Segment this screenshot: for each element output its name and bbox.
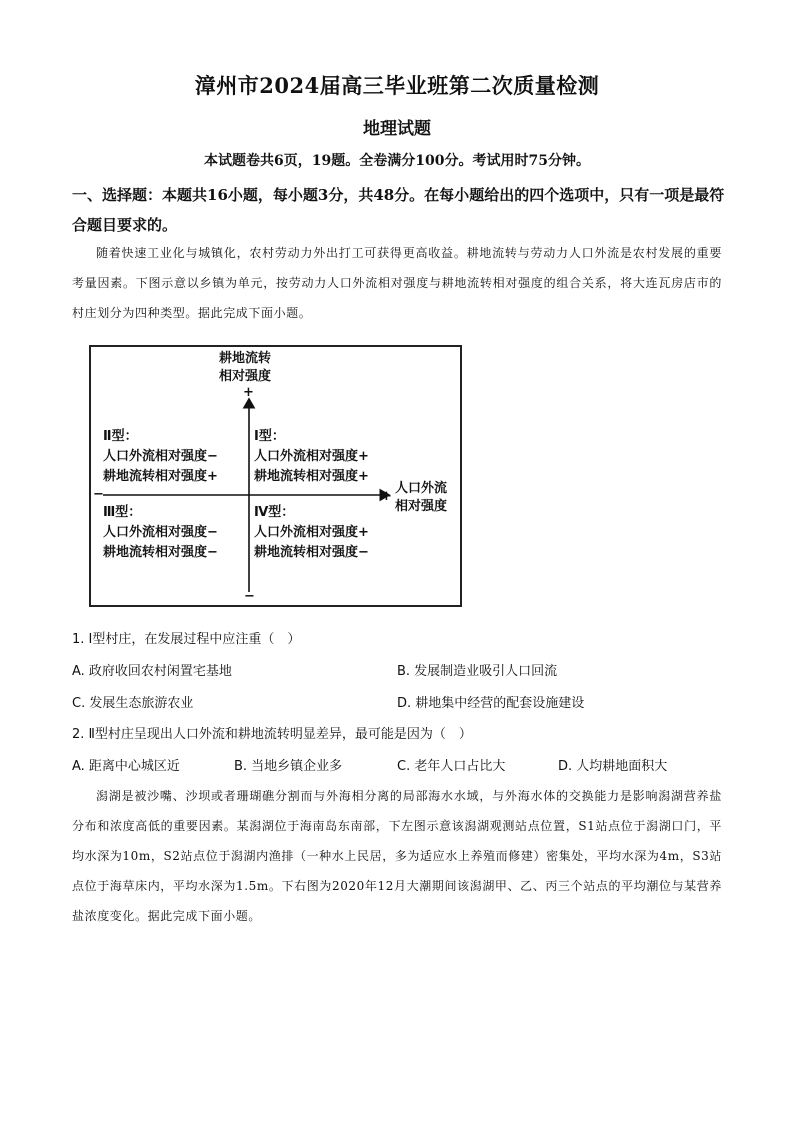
quadrant-type-2 — [103, 427, 218, 487]
quadrant-type-4 — [254, 503, 369, 563]
passage-1: 随着快速工业化与城镇化，农村劳动力外出打工可获得更高收益。耕地流转与劳动力人口外流是农村发展的重要考量因素。下图示意以乡镇为单元，按劳动力人口外流相对强度与耕地流转相对强度的组合关系，将大连瓦房店市的村庄划分为四种类型。据此完成下面小题。 — [72, 246, 722, 320]
x-axis-label-line2: 相对强度 — [395, 499, 448, 514]
subject-title: 地理试题 — [363, 119, 431, 139]
y-axis-label-line2: 相对强度 — [219, 369, 272, 384]
y-plus-sign: + — [243, 385, 254, 400]
question-1-option-a[interactable]: A. 政府收回农村闲置宅基地 — [72, 664, 232, 679]
exam-title: 漳州市2024届高三毕业班第二次质量检测 — [194, 73, 600, 98]
quadrant-type-1-line2: 耕地流转相对强度+ — [254, 469, 369, 484]
question-2-option-d[interactable]: D. 人均耕地面积大 — [558, 759, 668, 774]
quadrant-type-4-line1: 人口外流相对强度+ — [254, 525, 369, 540]
question-2-option-a[interactable]: A. 距离中心城区近 — [72, 759, 180, 774]
y-minus-sign: − — [244, 589, 255, 604]
x-plus-sign: + — [381, 489, 392, 504]
quadrant-type-3 — [103, 503, 218, 563]
quadrant-type-4-line2: 耕地流转相对强度− — [254, 545, 369, 560]
quadrant-type-1 — [254, 427, 369, 487]
x-minus-sign: − — [93, 487, 104, 502]
section-heading: 一、选择题：本题共16小题，每小题3分，共48分。在每小题给出的四个选项中，只有一项是最符合题目要求的。 — [72, 186, 725, 234]
question-1-option-d[interactable]: D. 耕地集中经营的配套设施建设 — [397, 696, 585, 711]
y-axis-label-line1: 耕地流转 — [219, 351, 272, 366]
quadrant-type-3-line2: 耕地流转相对强度− — [103, 545, 218, 560]
question-1-option-c[interactable]: C. 发展生态旅游农业 — [72, 696, 194, 711]
quadrant-type-2-line2: 耕地流转相对强度+ — [103, 469, 218, 484]
quadrant-type-2-line1: 人口外流相对强度− — [103, 449, 218, 464]
quadrant-diagram — [89, 345, 462, 607]
quadrant-type-4-label: Ⅳ型： — [254, 505, 295, 520]
quadrant-type-3-label: Ⅲ型： — [103, 505, 142, 520]
quadrant-type-1-line1: 人口外流相对强度+ — [254, 449, 369, 464]
question-2-stem: 2. Ⅱ型村庄呈现出人口外流和耕地流转明显差异，最可能是因为（ ） — [72, 727, 472, 742]
question-1-stem: 1. Ⅰ型村庄，在发展过程中应注重（ ） — [72, 632, 301, 647]
question-2-option-b[interactable]: B. 当地乡镇企业多 — [234, 759, 343, 774]
question-2-option-c[interactable]: C. 老年人口占比大 — [397, 759, 506, 774]
question-1-option-b[interactable]: B. 发展制造业吸引人口回流 — [397, 664, 558, 679]
quadrant-type-3-line1: 人口外流相对强度− — [103, 525, 218, 540]
x-axis-label-line1: 人口外流 — [395, 481, 448, 496]
quadrant-type-1-label: Ⅰ型： — [254, 429, 285, 444]
quadrant-type-2-label: Ⅱ型： — [103, 429, 138, 444]
passage-2: 潟湖是被沙嘴、沙坝或者珊瑚礁分割而与外海相分离的局部海水水域，与外海水体的交换能力是影响潟湖营养盐分布和浓度高低的重要因素。某潟湖位于海南岛东南部，下左图示意该潟湖观测站点位置，S1站点位于潟湖口门，平均水深为10m，S2站点位于潟湖内渔排（一种水上民居，多为适应水上养殖而修建）密集处，平均水深为4m，S3站点位于海草床内，平均水深为1.5m。下右图为2020年12月大潮期间该潟湖甲、乙、丙三个站点的平均潮位与某营养盐浓度变化。据此完成下面小题。 — [72, 789, 722, 923]
exam-note: 本试题卷共6页，19题。全卷满分100分。考试用时75分钟。 — [204, 153, 590, 169]
